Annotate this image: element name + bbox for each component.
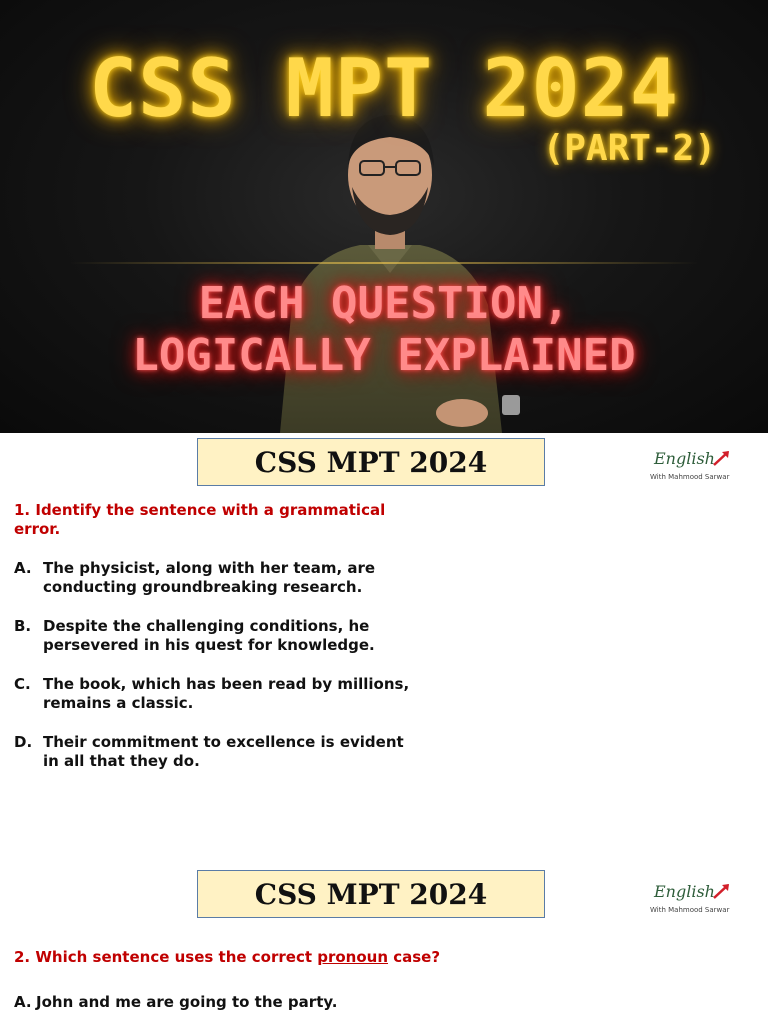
- banner-part-label: (PART-2): [542, 128, 716, 169]
- option-text: The book, which has been read by millions, remains a classic.: [43, 675, 410, 712]
- option-letter: B.: [14, 617, 32, 635]
- question-text: 2. Which sentence uses the correct: [14, 948, 318, 966]
- video-thumbnail-banner: [0, 0, 768, 433]
- question-text: case?: [388, 948, 441, 966]
- banner-title: CSS MPT 2024: [89, 42, 679, 135]
- option-text: Despite the challenging conditions, he persevered in his quest for knowledge.: [43, 617, 375, 654]
- logo-wordmark: English: [654, 449, 715, 468]
- question-1: 1. Identify the sentence with a grammatical error.: [14, 501, 386, 538]
- option-letter: A.: [14, 559, 32, 577]
- option-letter: D.: [14, 733, 33, 751]
- option-text: The physicist, along with her team, are conducting groundbreaking research.: [43, 559, 376, 596]
- section-header: CSS MPT 2024: [197, 870, 545, 918]
- banner-subtitle-line2: LOGICALLY EXPLAINED: [132, 330, 636, 381]
- banner-divider: [70, 262, 698, 264]
- question-2: [14, 948, 614, 967]
- section-header: CSS MPT 2024: [197, 438, 545, 486]
- logo-byline: With Mahmood Sarwar: [650, 473, 730, 481]
- option-d[interactable]: [14, 733, 414, 771]
- option-letter: A.: [14, 993, 32, 1011]
- english-logo: [644, 882, 744, 922]
- trend-arrow-icon: [712, 449, 732, 469]
- english-logo: [644, 449, 744, 489]
- option-a[interactable]: [14, 993, 414, 1012]
- trend-arrow-icon: [712, 882, 732, 902]
- option-a[interactable]: [14, 559, 414, 597]
- banner-subtitle-line1: EACH QUESTION,: [198, 278, 570, 329]
- option-c[interactable]: [14, 675, 414, 713]
- option-b[interactable]: [14, 617, 414, 655]
- underlined-keyword: pronoun: [317, 948, 389, 966]
- logo-byline: With Mahmood Sarwar: [650, 906, 730, 914]
- option-text: Their commitment to excellence is evident in all that they do.: [43, 733, 404, 770]
- logo-wordmark: English: [654, 882, 715, 901]
- option-text: John and me are going to the party.: [36, 993, 338, 1011]
- option-letter: C.: [14, 675, 31, 693]
